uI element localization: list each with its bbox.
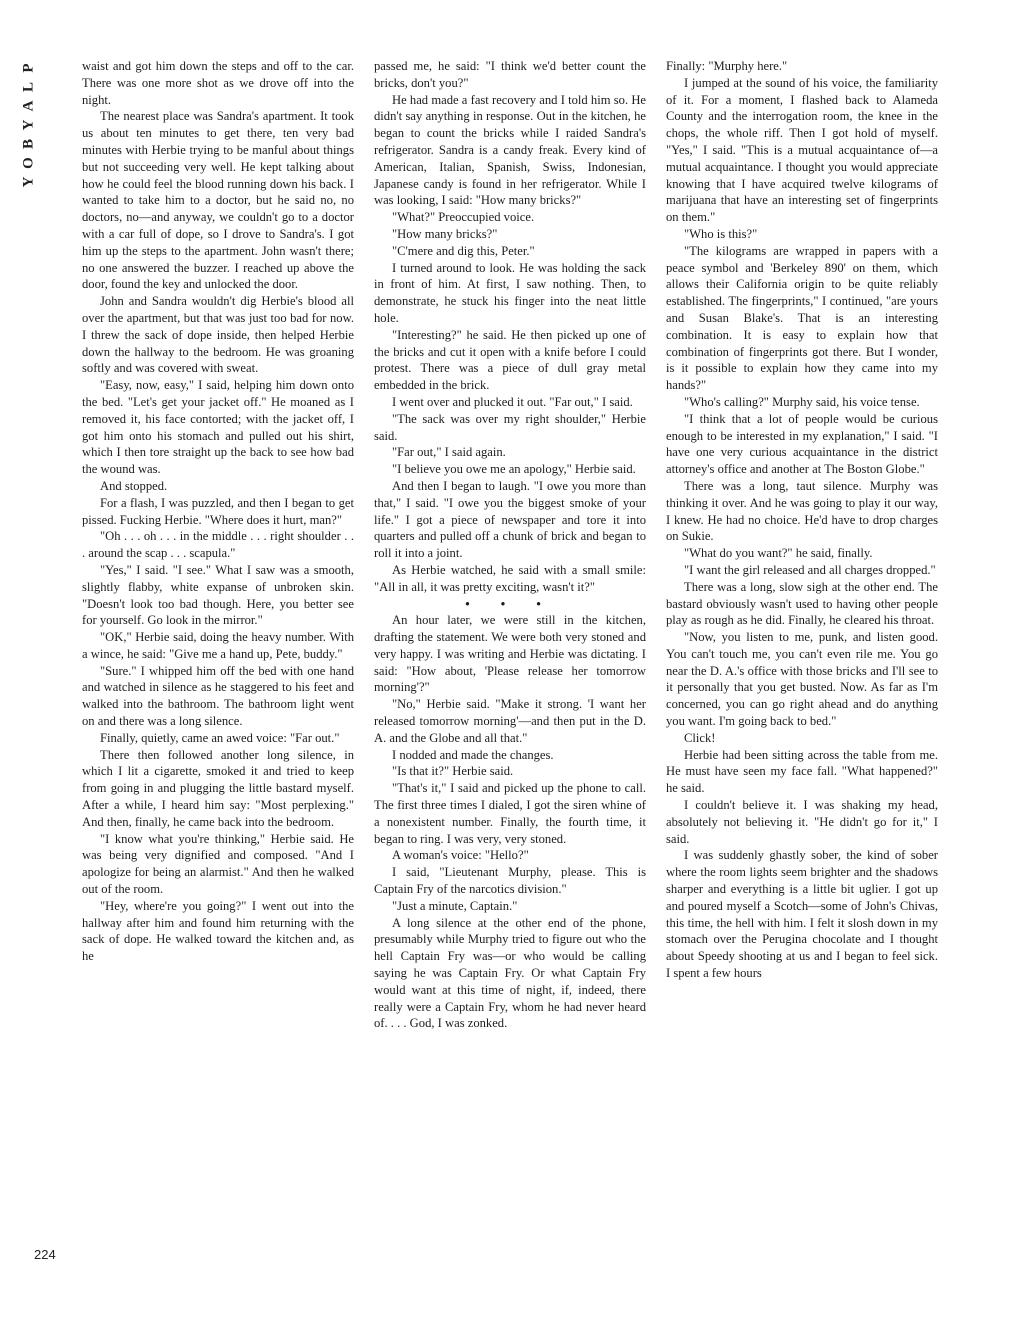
magazine-name-vertical [18, 58, 40, 191]
paragraph: As Herbie watched, he said with a small smile: "All in all, it was pretty exciting, wasn't it?" [374, 562, 646, 594]
paragraph: "Who is this?" [684, 226, 758, 241]
magazine-letter: A [20, 99, 37, 112]
paragraph: A long silence at the other end of the phone, presumably while Murphy tried to figure out who the hell Captain Fry was—or who would be calling saying he was Captain Fry. Or what Captain Fry would want at this time of night, if, indeed, there really were a Captain Fry, whom he had never heard of. . . . God, I was zonked. [374, 915, 646, 1031]
paragraph: passed me, he said: "I think we'd better count the bricks, don't you?" [374, 59, 646, 90]
paragraph: And stopped. [100, 478, 168, 493]
paragraph: "The kilograms are wrapped in papers with a peace symbol and 'Berkeley 890' on them, which allows their California origin to be quite reliably established. The fingerprints," I continued, "are yours and Susan Blake's. That is an interesting combination. It is easy to explain how that combination of fingerprints got there. But I wonder, is it possible to explain how they came into my hands?" [666, 243, 938, 393]
article-column-3 [666, 58, 938, 1288]
paragraph: There then followed another long silence, in which I lit a cigarette, smoked it and tried to keep from going in and plugging the little bastard myself. After a while, I heard him say: "Most perplexing." And then, finally, he came back into the bedroom. [82, 747, 354, 829]
paragraph: I jumped at the sound of his voice, the familiarity of it. For a moment, I flashed back to Alameda County and the interrogation room, the knee in the chops, the whole riff. Then I got hold of myself. "Yes," I said. "This is a mutual acquaintance of—a mutual acquaintance. I thought you would appreciate knowing that I have acquired twelve kilograms of marijuana that have an interesting set of fingerprints on them." [666, 75, 938, 225]
paragraph: There was a long, taut silence. Murphy was thinking it over. And he was going to play it our way, I knew. He had no choice. He'd have to drop charges on Sukie. [666, 478, 938, 544]
magazine-letter: P [20, 62, 37, 73]
magazine-letter: Y [20, 175, 37, 188]
paragraph: I couldn't believe it. I was shaking my head, absolutely not believing it. "He didn't go for it," I said. [666, 798, 938, 846]
paragraph: I went over and plucked it out. "Far out," I said. [392, 394, 633, 409]
paragraph: "What do you want?" he said, finally. [684, 546, 873, 561]
paragraph: An hour later, we were still in the kitchen, drafting the statement. We were both very stoned and very happy. I was writing and Herbie was dictating. I said: "How about, 'Please release her tomorrow morning'?" [374, 613, 646, 695]
paragraph: Finally, quietly, came an awed voice: "Far out." [100, 730, 340, 745]
paragraph: He had made a fast recovery and I told him so. He didn't say anything in response. Out in the kitchen, he began to count the bricks while I raided Sandra's refrigerator. Sandra is a candy freak. Every kind of American, Italian, Spanish, Swiss, Indonesian, Japanese candy is found in her refrigerator. While I was looking, I said: "How many bricks?" [374, 92, 646, 208]
paragraph: I nodded and made the changes. [392, 747, 554, 762]
magazine-letter: O [20, 156, 37, 169]
paragraph: "Interesting?" he said. He then picked up one of the bricks and cut it open with a knife before I could protest. There was a piece of dull gray metal embedded in the brick. [374, 327, 646, 393]
paragraph: Click! [684, 730, 716, 745]
paragraph: "Oh . . . oh . . . in the middle . . . right shoulder . . . around the scap . . . scapula." [82, 529, 354, 561]
article-column-2 [374, 58, 646, 1288]
paragraph: waist and got him down the steps and off to the car. There was one more shot as we drove off into the night. [82, 59, 354, 107]
paragraph: "Sure." I whipped him off the bed with one hand and watched in silence as he staggered to his feet and walked into the bathroom. The bathroom light went on and there was a long silence. [82, 663, 354, 729]
paragraph: "What?" Preoccupied voice. [392, 210, 535, 225]
paragraph: • • • [465, 596, 555, 611]
article-column-1 [82, 58, 354, 1288]
paragraph: I was suddenly ghastly sober, the kind of sober where the room lights seem brighter and the shadows sharper and everything is a little bit uglier. I got up and poured myself a Scotch—some of John's Chivas, this time, the hell with him. I felt it slosh down in my stomach over the Perugina chocolate and I thought about Speedy shooting at us and I began to feel sick. I spent a few hours [666, 848, 938, 981]
paragraph: John and Sandra wouldn't dig Herbie's blood all over the apartment, but that was just too bad for now. I threw the sack of dope inside, then helped Herbie down the hallway to the bedroom. He was groaning softly and was covered with sweat. [82, 294, 354, 376]
paragraph: "How many bricks?" [392, 226, 498, 241]
paragraph: "C'mere and dig this, Peter." [392, 243, 535, 258]
paragraph: For a flash, I was puzzled, and then I began to get pissed. Fucking Herbie. "Where does it hurt, man?" [82, 495, 354, 527]
paragraph: A woman's voice: "Hello?" [392, 848, 529, 863]
paragraph: The nearest place was Sandra's apartment. It took us about ten minutes to get there, ten very bad minutes with Herbie trying to be manful about things but not succeeding very well. He kept talking about how he could feel the blood running down his back. I wanted to take him to a doctor, but he said no, no doctors, no—and anyway, we couldn't go to a doctor with a car full of dope, so I drove to Sandra's. I got him up the steps to the apartment. John wasn't there; no one answered the buzzer. I reached up above the door, found the key and unlocked the door. [82, 109, 354, 292]
magazine-letter: L [20, 81, 37, 93]
paragraph: "I think that a lot of people would be curious enough to be interested in my explanation," I said. "I have one very curious acquaintance in the district attorney's office and another at The Boston Globe." [666, 411, 938, 477]
paragraph: "Now, you listen to me, punk, and listen good. You can't touch me, you can't even rile me. You go near the D. A.'s office with those bricks and I'll see to it personally that you get busted. Now. As far as I'm concerned, you can go right ahead and do anything you want. I'm going back to bed." [666, 630, 938, 729]
paragraph: "Far out," I said again. [392, 445, 506, 460]
page-number: 224 [34, 1247, 56, 1262]
magazine-letter: B [20, 138, 37, 150]
paragraph: "I know what you're thinking," Herbie said. He was being very dignified and composed. "And I apologize for being an alarmist." And then he walked out of the room. [82, 831, 354, 897]
paragraph: "That's it," I said and picked up the phone to call. The first three times I dialed, I got the siren whine of a nonexistent number. Finally, the fourth time, it began to ring. I was very, very stoned. [374, 781, 646, 846]
paragraph: Finally: "Murphy here." [666, 59, 788, 73]
paragraph: Herbie had been sitting across the table from me. He must have seen my face fall. "What happened?" he said. [666, 747, 938, 796]
paragraph: "Hey, where're you going?" I went out into the hallway after him and found him returning with the sack of dope. He walked toward the kitchen and, as he [82, 898, 354, 964]
paragraph: "I believe you owe me an apology," Herbie said. [392, 462, 636, 477]
paragraph: "Who's calling?" Murphy said, his voice tense. [684, 394, 920, 409]
paragraph: "Is that it?" Herbie said. [392, 764, 514, 779]
magazine-letter: Y [20, 118, 37, 131]
paragraph: There was a long, slow sigh at the other end. The bastard obviously wasn't used to having other people play as rough as he did. Finally, he cleared his throat. [666, 579, 938, 628]
paragraph: "No," Herbie said. "Make it strong. 'I want her released tomorrow morning'—and then put in the D. A. and the Globe and all that." [374, 697, 646, 745]
paragraph: "I want the girl released and all charges dropped." [684, 562, 936, 577]
paragraph: And then I began to laugh. "I owe you more than that," I said. "I owe you the biggest smoke of your life." I got a piece of newspaper and tore it into quarters and pulled off a chunk of brick and began to roll it into a joint. [374, 478, 646, 561]
paragraph: "Yes," I said. "I see." What I saw was a smooth, slightly flabby, white expanse of unbroken skin. "Doesn't look too bad though. Here, you better see for yourself. Go look in the mirror." [82, 562, 354, 628]
paragraph: I said, "Lieutenant Murphy, please. This is Captain Fry of the narcotics division." [374, 865, 646, 897]
paragraph: "OK," Herbie said, doing the heavy number. With a wince, he said: "Give me a hand up, Pete, buddy." [82, 630, 354, 661]
paragraph: "Just a minute, Captain." [392, 898, 518, 913]
paragraph: I turned around to look. He was holding the sack in front of him. At first, I saw nothing. Then, to demonstrate, he stuck his finger into the neat little hole. [374, 260, 646, 325]
paragraph: "The sack was over my right shoulder," Herbie said. [374, 411, 646, 443]
paragraph: "Easy, now, easy," I said, helping him down onto the bed. "Let's get your jacket off." He moaned as I removed it, his face contorted; with the jacket off, I got him onto his stomach and pulled out his shirt, which I then tore straight up the back to see how bad the wound was. [82, 378, 354, 477]
